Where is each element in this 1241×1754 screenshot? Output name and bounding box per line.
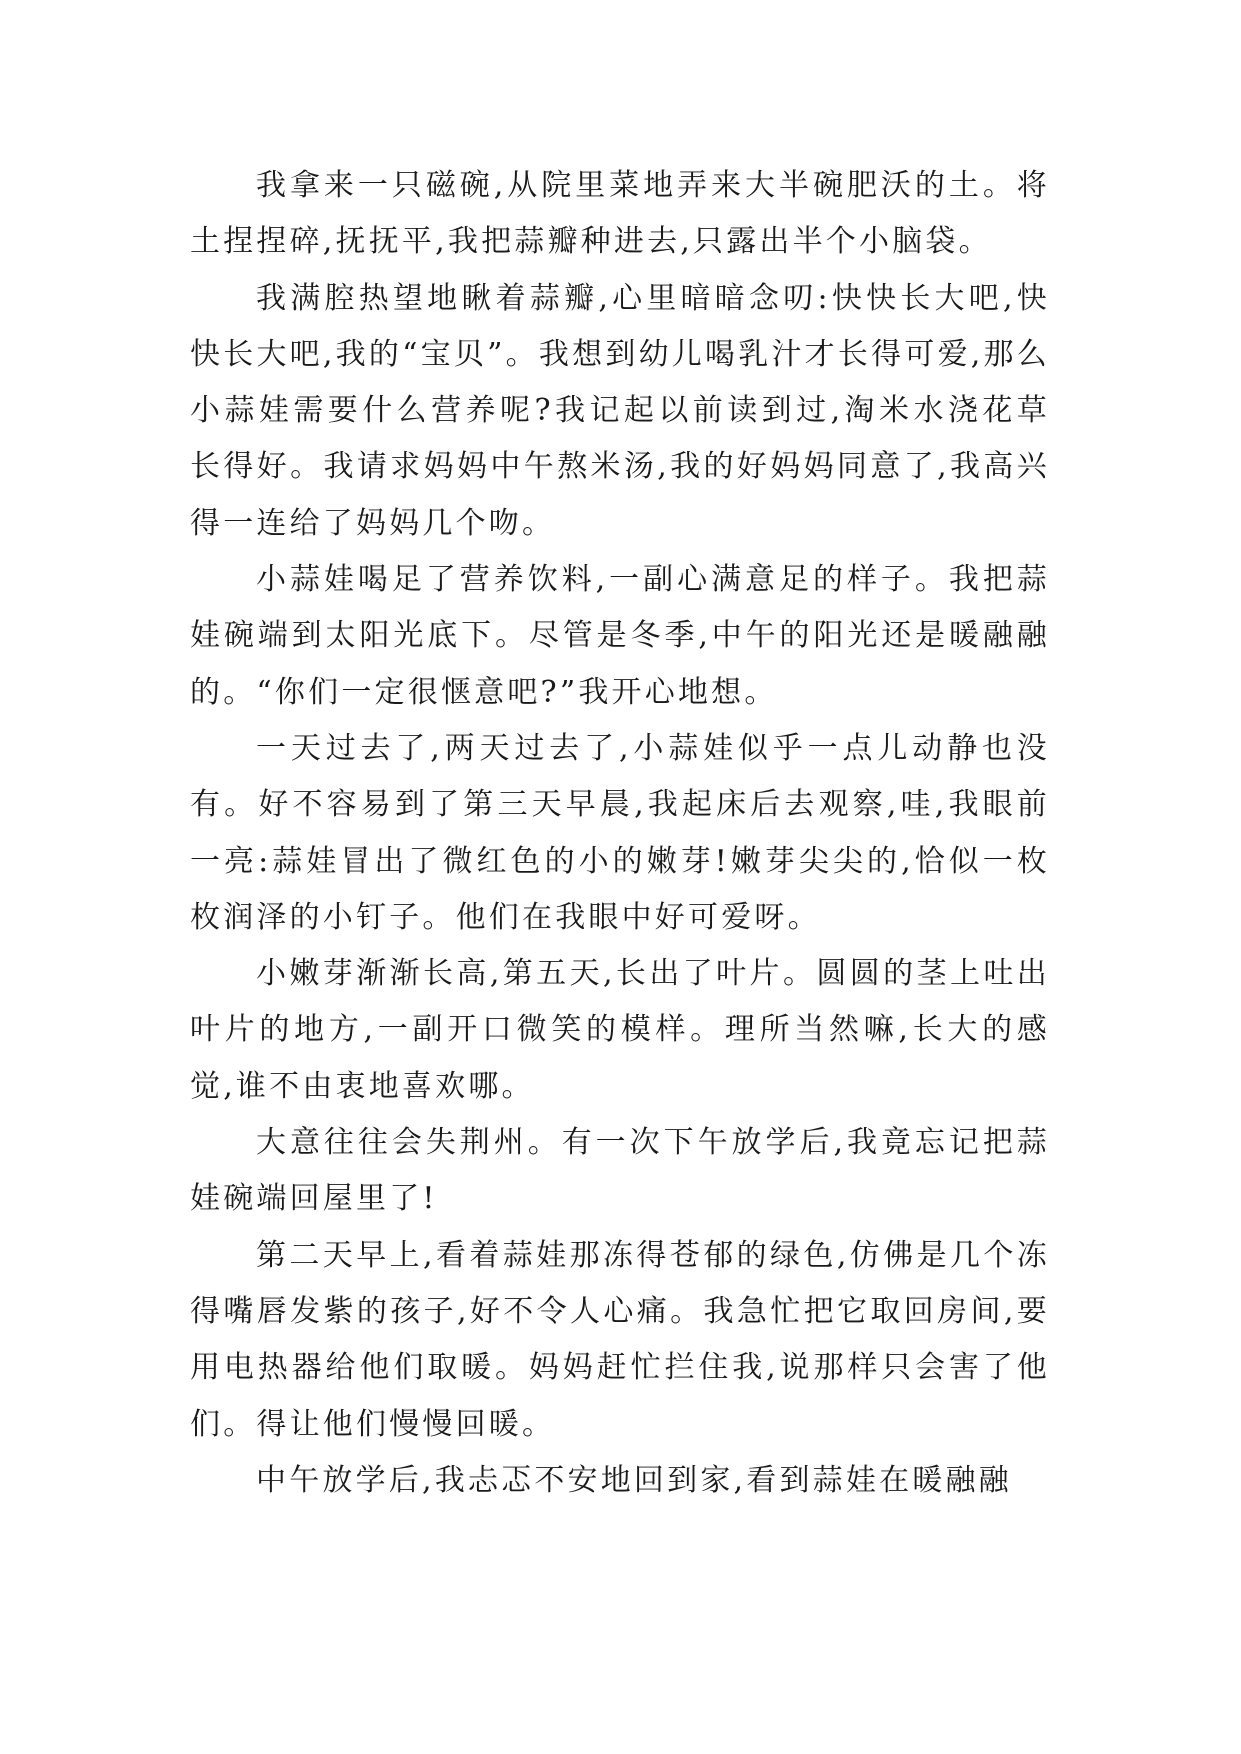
paragraph: 中午放学后,我忐忑不安地回到家,看到蒜娃在暖融融 [256,1462,1012,1498]
document-body [190,158,1050,1509]
paragraph: 小嫩芽渐渐长高,第五天,长出了叶片。圆圆的茎上吐出叶片的地方,一副开口微笑的模样。理所当然嘛,长大的感觉,谁不由衷地喜欢哪。 [190,956,1050,1104]
paragraph: 我满腔热望地瞅着蒜瓣,心里暗暗念叨:快快长大吧,快快长大吧,我的“宝贝”。我想到幼儿喝乳汁才长得可爱,那么小蒜娃需要什么营养呢?我记起以前读到过,淘米水浇花草长得好。我请求妈妈中午熬米汤,我的好妈妈同意了,我高兴得一连给了妈妈几个吻。 [190,280,1050,541]
paragraph: 第二天早上,看着蒜娃那冻得苍郁的绿色,仿佛是几个冻得嘴唇发紫的孩子,好不令人心痛。我急忙把它取回房间,要用电热器给他们取暖。妈妈赶忙拦住我,说那样只会害了他们。得让他们慢慢回暖。 [190,1237,1050,1442]
paragraph: 一天过去了,两天过去了,小蒜娃似乎一点儿动静也没有。好不容易到了第三天早晨,我起床后去观察,哇,我眼前一亮:蒜娃冒出了微红色的小的嫩芽!嫩芽尖尖的,恰似一枚枚润泽的小钉子。他们在我眼中好可爱呀。 [190,730,1050,935]
paragraph: 我拿来一只磁碗,从院里菜地弄来大半碗肥沃的土。将土捏捏碎,抚抚平,我把蒜瓣种进去,只露出半个小脑袋。 [190,168,1050,260]
paragraph: 小蒜娃喝足了营养饮料,一副心满意足的样子。我把蒜娃碗端到太阳光底下。尽管是冬季,中午的阳光还是暖融融的。“你们一定很惬意吧?”我开心地想。 [190,562,1050,710]
paragraph: 大意往往会失荆州。有一次下午放学后,我竟忘记把蒜娃碗端回屋里了! [190,1125,1050,1217]
